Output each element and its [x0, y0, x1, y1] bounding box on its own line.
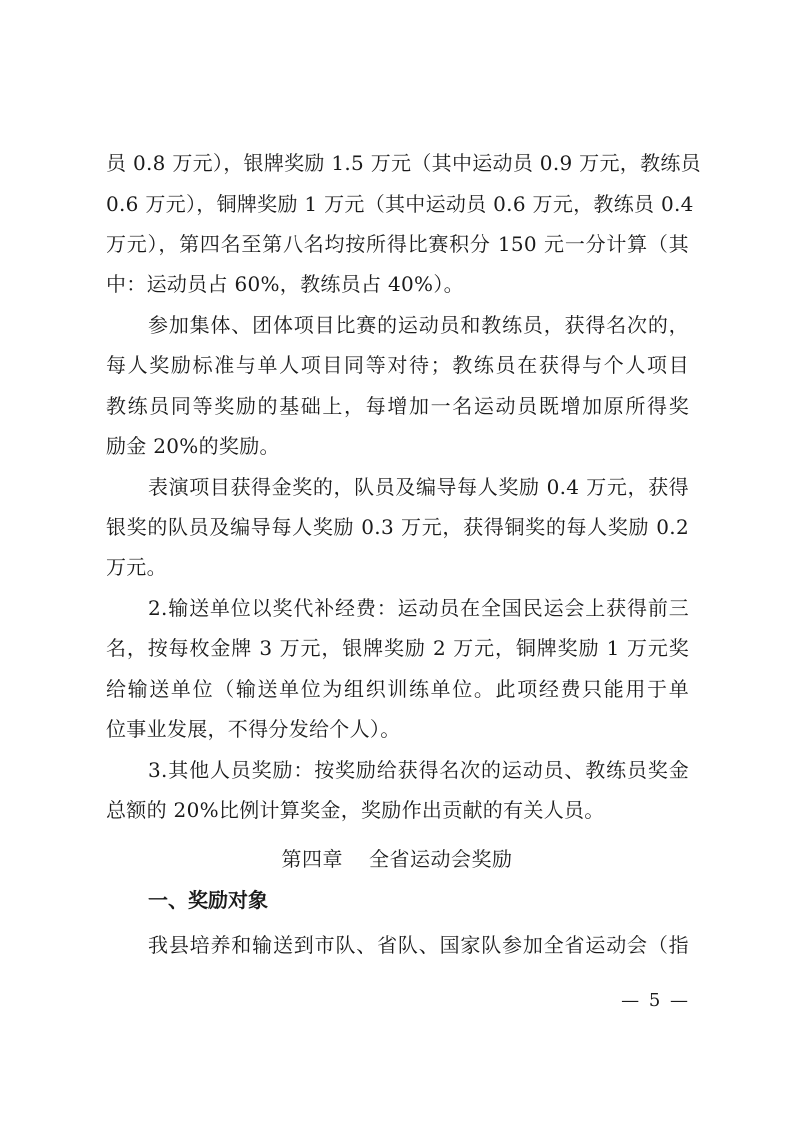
- paragraph-line: 教练员同等奖励的基础上，每增加一名运动员既增加原所得奖: [106, 394, 689, 418]
- paragraph-line: 员 0.8 万元），银牌奖励 1.5 万元（其中运动员 0.9 万元，教练员: [106, 151, 701, 175]
- paragraph-line: 中：运动员占 60%，教练员占 40%）。: [106, 272, 464, 296]
- paragraph-line: 万元。: [106, 555, 167, 579]
- chapter-title: 全省运动会奖励: [369, 847, 513, 871]
- paragraph-line: 3.其他人员奖励：按奖励给获得名次的运动员、教练员奖金: [148, 758, 689, 782]
- paragraph-line: 银奖的队员及编导每人奖励 0.3 万元，获得铜奖的每人奖励 0.2: [106, 515, 689, 539]
- paragraph-line: 万元），第四名至第八名均按所得比赛积分 150 元一分计算（其: [106, 232, 689, 256]
- chapter-number: 第四章: [281, 847, 343, 871]
- chapter-heading: [0, 839, 794, 879]
- paragraph-line: 名，按每枚金牌 3 万元，银牌奖励 2 万元，铜牌奖励 1 万元奖: [106, 636, 689, 660]
- paragraph-line: 2.输送单位以奖代补经费：运动员在全国民运会上获得前三: [148, 596, 689, 620]
- paragraph-line: 给输送单位（输送单位为组织训练单位。此项经费只能用于单: [106, 677, 689, 701]
- paragraph-line: 励金 20%的奖励。: [106, 434, 280, 458]
- section-heading: 一、奖励对象: [148, 888, 268, 912]
- paragraph-line: 位事业发展，不得分发给个人）。: [106, 717, 401, 741]
- paragraph-line: 总额的 20%比例计算奖金，奖励作出贡献的有关人员。: [106, 798, 605, 822]
- paragraph-line: 我县培养和输送到市队、省队、国家队参加全省运动会（指: [148, 933, 689, 957]
- paragraph-line: 参加集体、团体项目比赛的运动员和教练员，获得名次的，: [148, 313, 689, 337]
- page-number: — 5 —: [621, 990, 690, 1011]
- paragraph-line: 表演项目获得金奖的，队员及编导每人奖励 0.4 万元，获得: [148, 475, 689, 499]
- paragraph-line: 每人奖励标准与单人项目同等对待；教练员在获得与个人项目: [106, 353, 689, 377]
- paragraph-line: 0.6 万元），铜牌奖励 1 万元（其中运动员 0.6 万元，教练员 0.4: [106, 192, 694, 216]
